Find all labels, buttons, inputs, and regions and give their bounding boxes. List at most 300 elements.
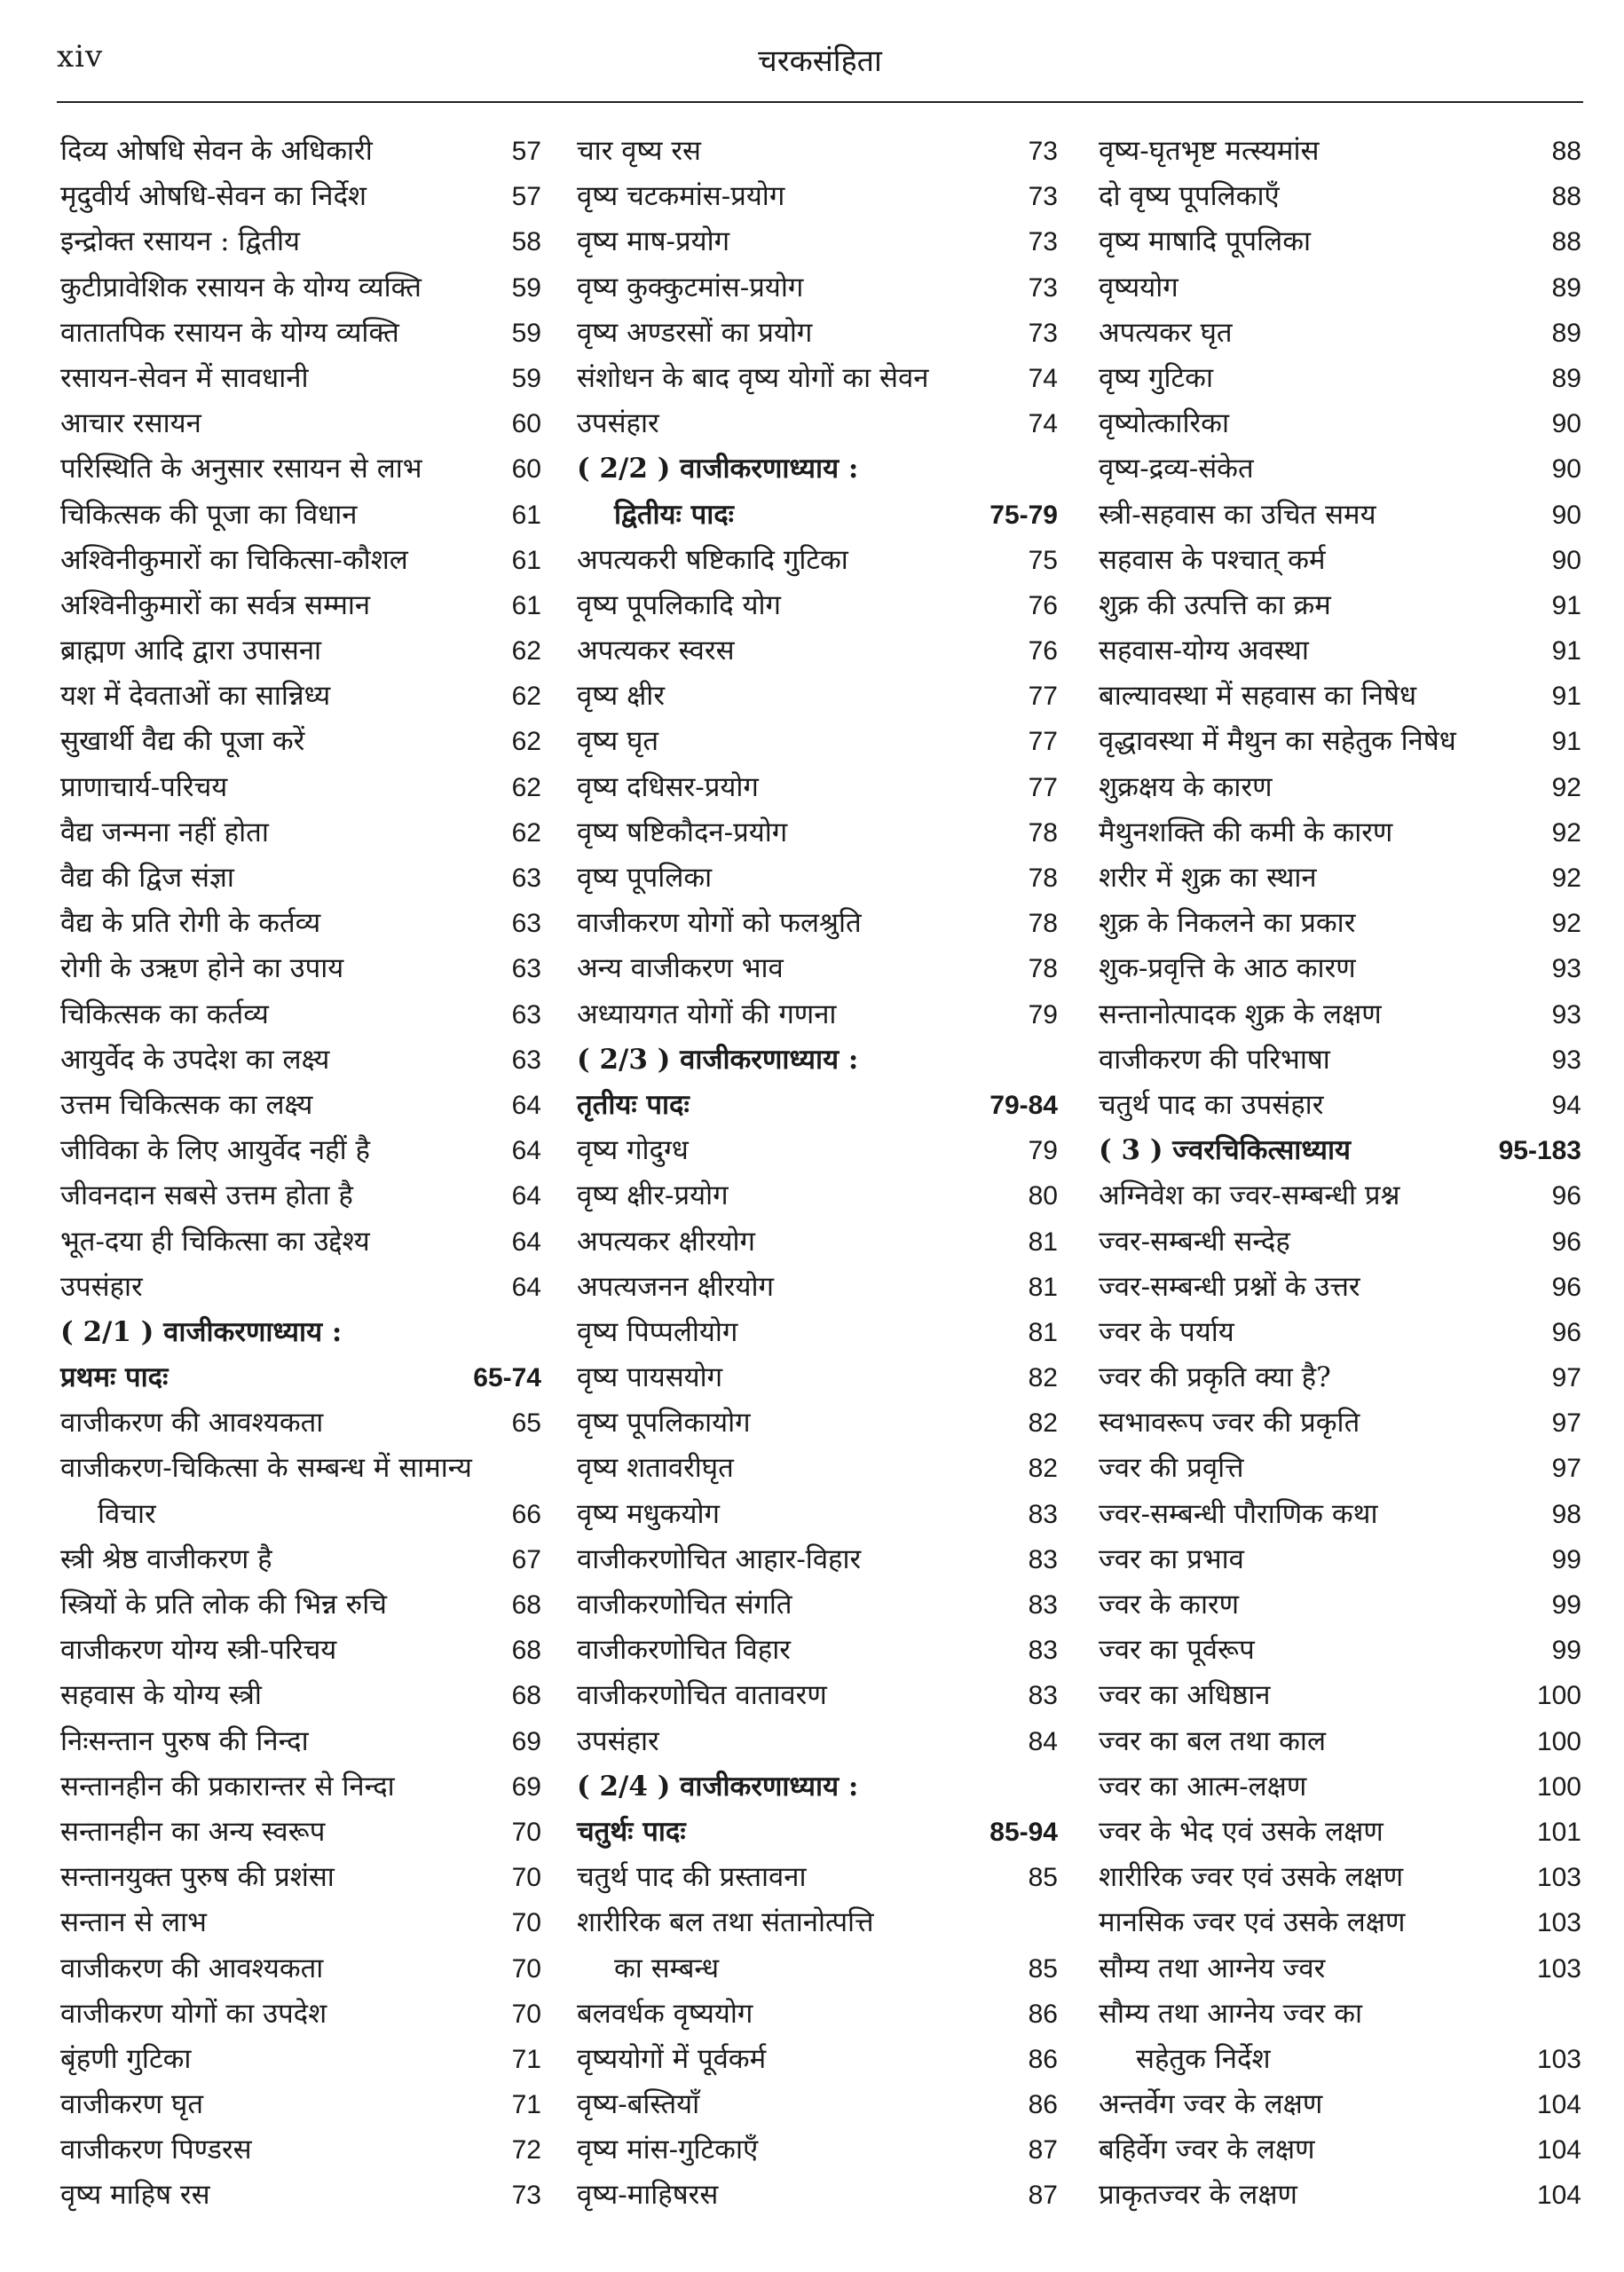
toc-entry-page: 97: [1551, 1363, 1581, 1393]
toc-entry: [60, 1219, 541, 1265]
toc-entry-title: वृष्य गोदुग्ध: [577, 1134, 689, 1167]
toc-entry-title: आचार रसायन: [60, 407, 201, 440]
toc-entry-page: 64: [511, 1272, 541, 1302]
toc-entry-page: 86: [1028, 1999, 1058, 2029]
toc-column-2: [577, 129, 1058, 2219]
toc-entry: [1099, 1446, 1581, 1491]
toc-entry-title: शुक्र के निकलने का प्रकार: [1099, 907, 1356, 940]
toc-entry: [60, 1446, 541, 1491]
toc-entry-title: ( 2/4 ) वाजीकरणाध्याय :: [577, 1770, 859, 1803]
toc-column-1: [60, 129, 541, 2219]
toc-entry-title: ज्वर का आत्म-लक्षण: [1099, 1770, 1307, 1803]
toc-entry-page: 99: [1551, 1590, 1581, 1620]
toc-section-heading: [577, 446, 1058, 492]
toc-entry-title: अन्य वाजीकरण भाव: [577, 952, 784, 985]
toc-entry-title: वाजीकरणोचित वातावरण: [577, 1679, 827, 1712]
toc-entry-title: दो वृष्य पूपलिकाएँ: [1099, 180, 1280, 213]
toc-entry: [60, 1083, 541, 1128]
toc-entry: [60, 311, 541, 356]
toc-entry: [577, 265, 1058, 311]
toc-entry: [60, 628, 541, 674]
toc-entry-page: 81: [1028, 1227, 1058, 1257]
toc-entry-title: सन्तान से लाभ: [60, 1906, 207, 1939]
toc-entry-title: वातातपिक रसायन के योग्य व्यक्ति: [60, 316, 399, 349]
toc-entry-title: अपत्यकर क्षीरयोग: [577, 1225, 755, 1258]
toc-entry-title: आयुर्वेद के उपदेश का लक्ष्य: [60, 1043, 330, 1076]
toc-entry-title: शुक-प्रवृत्ति के आठ कारण: [1099, 952, 1356, 985]
toc-entry: [60, 129, 541, 174]
toc-entry-page: 104: [1536, 2090, 1581, 2120]
toc-entry: [60, 946, 541, 991]
toc-entry-page: 68: [511, 1636, 541, 1666]
toc-entry-page: 99: [1551, 1544, 1581, 1574]
toc-entry: [60, 583, 541, 628]
toc-entry: [1099, 1628, 1581, 1673]
toc-entry-title: ( 2/2 ) वाजीकरणाध्याय :: [577, 453, 859, 485]
toc-entry-page: 96: [1551, 1181, 1581, 1211]
toc-entry-page: 78: [1028, 864, 1058, 893]
toc-entry-page: 74: [1028, 363, 1058, 393]
toc-section-heading: [577, 1810, 1058, 1855]
toc-entry: [60, 1810, 541, 1855]
toc-entry-page: 82: [1028, 1454, 1058, 1484]
toc-entry-page: 79: [1028, 999, 1058, 1030]
toc-entry-title: सौम्य तथा आग्नेय ज्वर का: [1099, 1997, 1363, 2030]
toc-entry: [1099, 174, 1581, 219]
toc-entry-page: 83: [1028, 1590, 1058, 1620]
toc-entry: [577, 1355, 1058, 1400]
toc-entry-title: वृष्य पूपलिका: [577, 862, 713, 894]
toc-entry-page: 98: [1551, 1499, 1581, 1529]
toc-entry: [1099, 2127, 1581, 2173]
toc-entry-page: 73: [1028, 318, 1058, 348]
toc-entry: [1099, 1265, 1581, 1310]
toc-entry: [577, 628, 1058, 674]
toc-entry-page: 78: [1028, 954, 1058, 984]
toc-entry-title: बलवर्धक वृष्ययोग: [577, 1997, 753, 2030]
toc-entry: [577, 311, 1058, 356]
toc-entry: [60, 219, 541, 264]
toc-entry-title: तृतीयः पादः: [577, 1088, 690, 1121]
toc-entry: [1099, 2037, 1581, 2082]
toc-entry: [60, 901, 541, 946]
toc-entry-title: यश में देवताओं का सान्निध्य: [60, 680, 331, 713]
toc-entry-page: 76: [1028, 636, 1058, 667]
toc-entry-page: 78: [1028, 817, 1058, 848]
toc-entry-title: कुटीप्रावेशिक रसायन के योग्य व्यक्ति: [60, 271, 422, 304]
toc-entry: [1099, 1810, 1581, 1855]
toc-entry-title: वृष्य-घृतभृष्ट मत्स्यमांस: [1099, 135, 1320, 167]
toc-entry: [60, 1492, 541, 1537]
toc-entry-title: वृष्य घृत: [577, 725, 659, 758]
toc-entry: [577, 219, 1058, 264]
toc-entry-page: 82: [1028, 1363, 1058, 1393]
toc-entry-title: वाजीकरणोचित संगति: [577, 1589, 792, 1621]
toc-entry: [577, 2127, 1058, 2173]
toc-entry-title: वृष्य पूपलिकादि योग: [577, 588, 781, 621]
toc-entry-page: 62: [511, 636, 541, 667]
toc-entry-page: 103: [1536, 1908, 1581, 1938]
toc-entry-title: उपसंहार: [60, 1270, 143, 1303]
toc-entry-page: 79: [1028, 1136, 1058, 1166]
toc-entry-title: वाजीकरण की आवश्यकता: [60, 1407, 324, 1440]
toc-entry: [60, 2037, 541, 2082]
toc-entry-page: 90: [1551, 409, 1581, 439]
toc-entry-title: सहवास के पश्चात् कर्म: [1099, 543, 1326, 576]
toc-entry-title: ज्वर-सम्बन्धी पौराणिक कथा: [1099, 1497, 1378, 1530]
toc-section-heading: [577, 1037, 1058, 1083]
toc-entry-title: सुखार्थी वैद्य की पूजा करें: [60, 725, 305, 758]
toc-entry: [577, 1673, 1058, 1718]
toc-entry-page: 92: [1551, 909, 1581, 939]
toc-entry-title: ज्वर-सम्बन्धी प्रश्नों के उत्तर: [1099, 1270, 1360, 1303]
toc-entry: [577, 992, 1058, 1037]
toc-entry-title: ज्वर का अधिष्ठान: [1099, 1679, 1271, 1712]
toc-entry-page: 75: [1028, 545, 1058, 575]
toc-entry-page: 59: [511, 272, 541, 303]
toc-entry: [1099, 2082, 1581, 2127]
toc-entry-page: 89: [1551, 363, 1581, 393]
toc-entry: [577, 583, 1058, 628]
toc-entry-title: बाल्यावस्था में सहवास का निषेध: [1099, 680, 1417, 713]
toc-entry: [60, 674, 541, 719]
toc-entry-page: 63: [511, 954, 541, 984]
toc-entry-page: 70: [511, 1999, 541, 2029]
toc-entry: [577, 1946, 1058, 1992]
toc-entry-title: वृष्य अण्डरसों का प्रयोग: [577, 316, 813, 349]
toc-entry: [1099, 538, 1581, 583]
toc-entry-title: ज्वर के पर्याय: [1099, 1315, 1234, 1348]
toc-entry-title: वाजीकरण की आवश्यकता: [60, 1952, 324, 1984]
toc-entry-title: वाजीकरणोचित आहार-विहार: [577, 1542, 862, 1575]
toc-entry: [1099, 1492, 1581, 1537]
toc-entry-title: ज्वर के भेद एवं उसके लक्षण: [1099, 1815, 1384, 1848]
toc-entry-page: 64: [511, 1227, 541, 1257]
toc-entry-title: सन्तानहीन का अन्य स्वरूप: [60, 1815, 326, 1848]
toc-entry-page: 96: [1551, 1317, 1581, 1347]
toc-entry-title: मैथुनशक्ति की कमी के कारण: [1099, 816, 1393, 848]
toc-entry-title: प्रथमः पादः: [60, 1361, 169, 1394]
toc-entry-page: 100: [1536, 1726, 1581, 1756]
toc-entry: [577, 1446, 1058, 1491]
toc-entry-page: 61: [511, 545, 541, 575]
toc-entry: [1099, 1355, 1581, 1400]
toc-entry: [577, 1628, 1058, 1673]
toc-entry-page: 67: [511, 1544, 541, 1574]
toc-entry-title: विचार: [98, 1497, 156, 1530]
toc-entry-page: 57: [511, 182, 541, 212]
toc-entry-page: 58: [511, 227, 541, 257]
toc-entry: [60, 1719, 541, 1764]
toc-entry: [577, 356, 1058, 401]
toc-entry: [577, 856, 1058, 901]
toc-entry-title: वृद्धावस्था में मैथुन का सहेतुक निषेध: [1099, 725, 1456, 758]
toc-entry-title: वृष्य मधुकयोग: [577, 1497, 720, 1530]
toc-entry-title: वृष्य-माहिषरस: [577, 2179, 719, 2212]
toc-entry-title: चिकित्सक का कर्तव्य: [60, 998, 269, 1030]
toc-entry: [577, 1992, 1058, 2037]
toc-entry: [60, 1265, 541, 1310]
toc-entry: [577, 1400, 1058, 1446]
toc-entry-page: 94: [1551, 1090, 1581, 1120]
toc-entry: [577, 538, 1058, 583]
toc-entry-page: 83: [1028, 1636, 1058, 1666]
toc-entry-title: अध्यायगत योगों की गणना: [577, 998, 837, 1030]
toc-entry-title: सहवास के योग्य स्त्री: [60, 1679, 262, 1712]
toc-entry-page: 65: [511, 1408, 541, 1439]
toc-entry-title: जीवनदान सबसे उत्तम होता है: [60, 1179, 353, 1212]
toc-entry-title: प्राकृतज्वर के लक्षण: [1099, 2179, 1297, 2212]
toc-entry: [60, 1128, 541, 1173]
toc-entry-title: अपत्यकरी षष्टिकादि गुटिका: [577, 543, 848, 576]
toc-entry: [1099, 1764, 1581, 1810]
toc-entry-page: 97: [1551, 1408, 1581, 1439]
toc-entry: [60, 719, 541, 764]
toc-entry-title: उपसंहार: [577, 407, 659, 440]
toc-entry-page: 83: [1028, 1544, 1058, 1574]
toc-entry-title: परिस्थिति के अनुसार रसायन से लाभ: [60, 453, 422, 485]
toc-entry-page: 101: [1536, 1817, 1581, 1847]
running-title: चरकसंहिता: [758, 43, 882, 79]
toc-entry-title: इन्द्रोक्त रसायन : द्वितीय: [60, 225, 300, 258]
toc-entry-page: 103: [1536, 2044, 1581, 2074]
toc-entry-title: ज्वर-सम्बन्धी सन्देह: [1099, 1225, 1290, 1258]
header-rule: [57, 101, 1583, 103]
toc-entry-title: वैद्य जन्मना नहीं होता: [60, 816, 269, 848]
toc-entry-page: 81: [1028, 1317, 1058, 1347]
toc-entry-page: 100: [1536, 1681, 1581, 1711]
toc-entry: [1099, 1900, 1581, 1945]
toc-section-heading: [60, 1355, 541, 1400]
toc-entry: [577, 1582, 1058, 1628]
toc-entry-title: वृष्य-बस्तियाँ: [577, 2088, 700, 2121]
toc-entry-title: रोगी के उऋण होने का उपाय: [60, 952, 344, 985]
toc-entry-title: वाजीकरण-चिकित्सा के सम्बन्ध में सामान्य: [60, 1452, 472, 1485]
toc-entry: [60, 493, 541, 538]
toc-entry-page: 88: [1551, 227, 1581, 257]
toc-entry: [1099, 1173, 1581, 1219]
toc-entry-page: 83: [1028, 1681, 1058, 1711]
toc-entry-page: 85: [1028, 1863, 1058, 1893]
toc-entry-title: वृष्य क्षीर: [577, 680, 666, 713]
toc-entry: [577, 765, 1058, 810]
toc-entry-title: ज्वर का पूर्वरूप: [1099, 1634, 1255, 1667]
toc-entry-page: 90: [1551, 500, 1581, 530]
toc-entry-page: 85: [1028, 1953, 1058, 1984]
toc-entry-title: ( 3 ) ज्वरचिकित्साध्याय: [1099, 1134, 1351, 1167]
toc-entry-page: 100: [1536, 1771, 1581, 1802]
toc-entry-title: सहेतुक निर्देश: [1136, 2042, 1271, 2075]
toc-entry-page: 73: [1028, 182, 1058, 212]
toc-entry-page: 87: [1028, 2181, 1058, 2211]
toc-entry: [577, 401, 1058, 446]
toc-entry-page: 93: [1551, 999, 1581, 1030]
toc-entry: [1099, 674, 1581, 719]
toc-entry-page: 62: [511, 817, 541, 848]
toc-entry-title: वृष्योत्कारिका: [1099, 407, 1230, 440]
toc-entry-page: 64: [511, 1090, 541, 1120]
toc-entry: [60, 1764, 541, 1810]
toc-entry-page: 78: [1028, 909, 1058, 939]
toc-entry-title: वैद्य की द्विज संज्ञा: [60, 862, 234, 894]
toc-entry-title: ज्वर की प्रकृति क्या है?: [1099, 1361, 1331, 1394]
toc-entry: [1099, 901, 1581, 946]
toc-entry-title: वृष्य माषादि पूपलिका: [1099, 225, 1312, 258]
toc-entry-title: वृष्य क्षीर-प्रयोग: [577, 1179, 729, 1212]
toc-entry: [1099, 1855, 1581, 1900]
toc-entry-page: 73: [511, 2181, 541, 2211]
page-number: xiv: [57, 39, 104, 75]
toc-entry-page: 61: [511, 500, 541, 530]
toc-entry-page: 64: [511, 1136, 541, 1166]
toc-entry: [577, 674, 1058, 719]
toc-entry: [577, 1855, 1058, 1900]
toc-entry: [1099, 719, 1581, 764]
toc-entry-page: 63: [511, 864, 541, 893]
toc-entry-page: 96: [1551, 1227, 1581, 1257]
toc-entry: [1099, 356, 1581, 401]
toc-entry-title: वैद्य के प्रति रोगी के कर्तव्य: [60, 907, 321, 940]
toc-entry-title: वृष्य दधिसर-प्रयोग: [577, 770, 759, 803]
toc-entry: [577, 1128, 1058, 1173]
toc-entry-page: 77: [1028, 682, 1058, 712]
toc-entry: [1099, 1037, 1581, 1083]
toc-entry-title: प्राणाचार्य-परिचय: [60, 770, 228, 803]
toc-section-heading: [60, 1310, 541, 1355]
toc-entry-title: वृष्य पूपलिकायोग: [577, 1407, 751, 1440]
toc-entry-title: अश्विनीकुमारों का चिकित्सा-कौशल: [60, 543, 408, 576]
toc-entry-title: द्वितीयः पादः: [614, 498, 734, 531]
toc-entry-page: 72: [511, 2135, 541, 2166]
toc-entry-title: ज्वर का बल तथा काल: [1099, 1724, 1326, 1757]
toc-entry: [60, 446, 541, 492]
toc-entry-title: सौम्य तथा आग्नेय ज्वर: [1099, 1952, 1326, 1984]
toc-entry-page: 59: [511, 318, 541, 348]
toc-entry: [1099, 1992, 1581, 2037]
toc-entry-title: वृष्य चटकमांस-प्रयोग: [577, 180, 785, 213]
toc-entry-page: 80: [1028, 1181, 1058, 1211]
toc-entry-title: वाजीकरण पिण्डरस: [60, 2134, 252, 2166]
toc-entry-page: 84: [1028, 1726, 1058, 1756]
toc-entry-title: उपसंहार: [577, 1724, 659, 1757]
toc-entry: [1099, 583, 1581, 628]
toc-entry-title: ज्वर के कारण: [1099, 1589, 1240, 1621]
toc-entry-page: 91: [1551, 727, 1581, 757]
toc-entry-page: 73: [1028, 227, 1058, 257]
toc-entry: [1099, 129, 1581, 174]
toc-entry: [577, 810, 1058, 856]
toc-entry: [60, 992, 541, 1037]
toc-entry-title: वाजीकरण योगों को फलश्रुति: [577, 907, 862, 940]
toc-entry-title: सन्तानोत्पादक शुक्र के लक्षण: [1099, 998, 1382, 1030]
toc-entry: [60, 356, 541, 401]
toc-entry: [1099, 1400, 1581, 1446]
toc-entry: [577, 1900, 1058, 1945]
toc-entry: [1099, 946, 1581, 991]
toc-entry: [1099, 493, 1581, 538]
toc-entry-page: 104: [1536, 2135, 1581, 2166]
toc-entry-title: स्त्री श्रेष्ठ वाजीकरण है: [60, 1542, 272, 1575]
toc-entry-page: 103: [1536, 1863, 1581, 1893]
toc-entry-title: चिकित्सक की पूजा का विधान: [60, 498, 358, 531]
toc-entry-page: 90: [1551, 454, 1581, 485]
toc-entry: [577, 1265, 1058, 1310]
toc-entry-title: वृष्य मांस-गुटिकाएँ: [577, 2134, 759, 2166]
toc-entry-page: 88: [1551, 137, 1581, 166]
toc-entry-page: 63: [511, 999, 541, 1030]
toc-entry-title: संशोधन के बाद वृष्य योगों का सेवन: [577, 361, 929, 394]
toc-entry: [577, 2037, 1058, 2082]
toc-entry-page: 71: [511, 2044, 541, 2074]
toc-entry-page: 92: [1551, 772, 1581, 802]
toc-entry: [60, 2173, 541, 2218]
toc-entry: [577, 1173, 1058, 1219]
toc-entry: [1099, 1673, 1581, 1718]
toc-section-heading: [577, 1764, 1058, 1810]
toc-entry-page: 103: [1536, 1953, 1581, 1984]
toc-entry: [577, 901, 1058, 946]
toc-entry-title: वृष्य कुक्कुटमांस-प्रयोग: [577, 271, 804, 304]
toc-entry: [577, 2082, 1058, 2127]
toc-entry: [1099, 1946, 1581, 1992]
toc-entry-page: 62: [511, 682, 541, 712]
toc-entry: [60, 856, 541, 901]
toc-entry: [60, 265, 541, 311]
toc-entry: [60, 1582, 541, 1628]
toc-entry-page: 70: [511, 1817, 541, 1847]
toc-entry-page: 88: [1551, 182, 1581, 212]
toc-entry-page: 91: [1551, 590, 1581, 620]
toc-entry-page: 81: [1028, 1272, 1058, 1302]
toc-entry-title: रसायन-सेवन में सावधानी: [60, 361, 309, 394]
toc-entry-page: 77: [1028, 772, 1058, 802]
toc-entry: [577, 1219, 1058, 1265]
toc-entry-title: ज्वर का प्रभाव: [1099, 1542, 1244, 1575]
toc-entry-title: अपत्यकर स्वरस: [577, 635, 735, 667]
toc-entry-page: 86: [1028, 2090, 1058, 2120]
toc-entry: [577, 2173, 1058, 2218]
toc-entry-page: 93: [1551, 1045, 1581, 1075]
toc-entry: [1099, 2173, 1581, 2218]
toc-entry-title: वाजीकरण योग्य स्त्री-परिचय: [60, 1634, 337, 1667]
toc-entry-page: 70: [511, 1908, 541, 1938]
toc-entry: [60, 1037, 541, 1083]
toc-entry: [60, 1400, 541, 1446]
toc-entry: [577, 129, 1058, 174]
toc-entry-page: 62: [511, 772, 541, 802]
toc-entry-page: 59: [511, 363, 541, 393]
toc-entry: [1099, 1719, 1581, 1764]
toc-entry: [60, 1537, 541, 1582]
toc-column-3: [1099, 129, 1581, 2219]
toc-entry-title: निःसन्तान पुरुष की निन्दा: [60, 1724, 309, 1757]
toc-entry: [1099, 1582, 1581, 1628]
toc-entry: [60, 1173, 541, 1219]
toc-entry: [60, 1855, 541, 1900]
toc-entry-title: वाजीकरण घृत: [60, 2088, 204, 2121]
toc-entry-page: 63: [511, 1045, 541, 1075]
toc-entry-title: स्त्री-सहवास का उचित समय: [1099, 498, 1376, 531]
toc-entry-page: 92: [1551, 817, 1581, 848]
toc-entry-title: स्वभावरूप ज्वर की प्रकृति: [1099, 1407, 1360, 1440]
toc-entry-page: 91: [1551, 682, 1581, 712]
toc-entry-title: स्त्रियों के प्रति लोक की भिन्न रुचि: [60, 1589, 387, 1621]
toc-entry-title: शरीर में शुक्र का स्थान: [1099, 862, 1317, 894]
toc-entry-title: सन्तानयुक्त पुरुष की प्रशंसा: [60, 1861, 335, 1894]
toc-entry-page: 96: [1551, 1272, 1581, 1302]
toc-entry-page: 97: [1551, 1454, 1581, 1484]
toc-entry-title: वृष्य माहिष रस: [60, 2179, 210, 2212]
